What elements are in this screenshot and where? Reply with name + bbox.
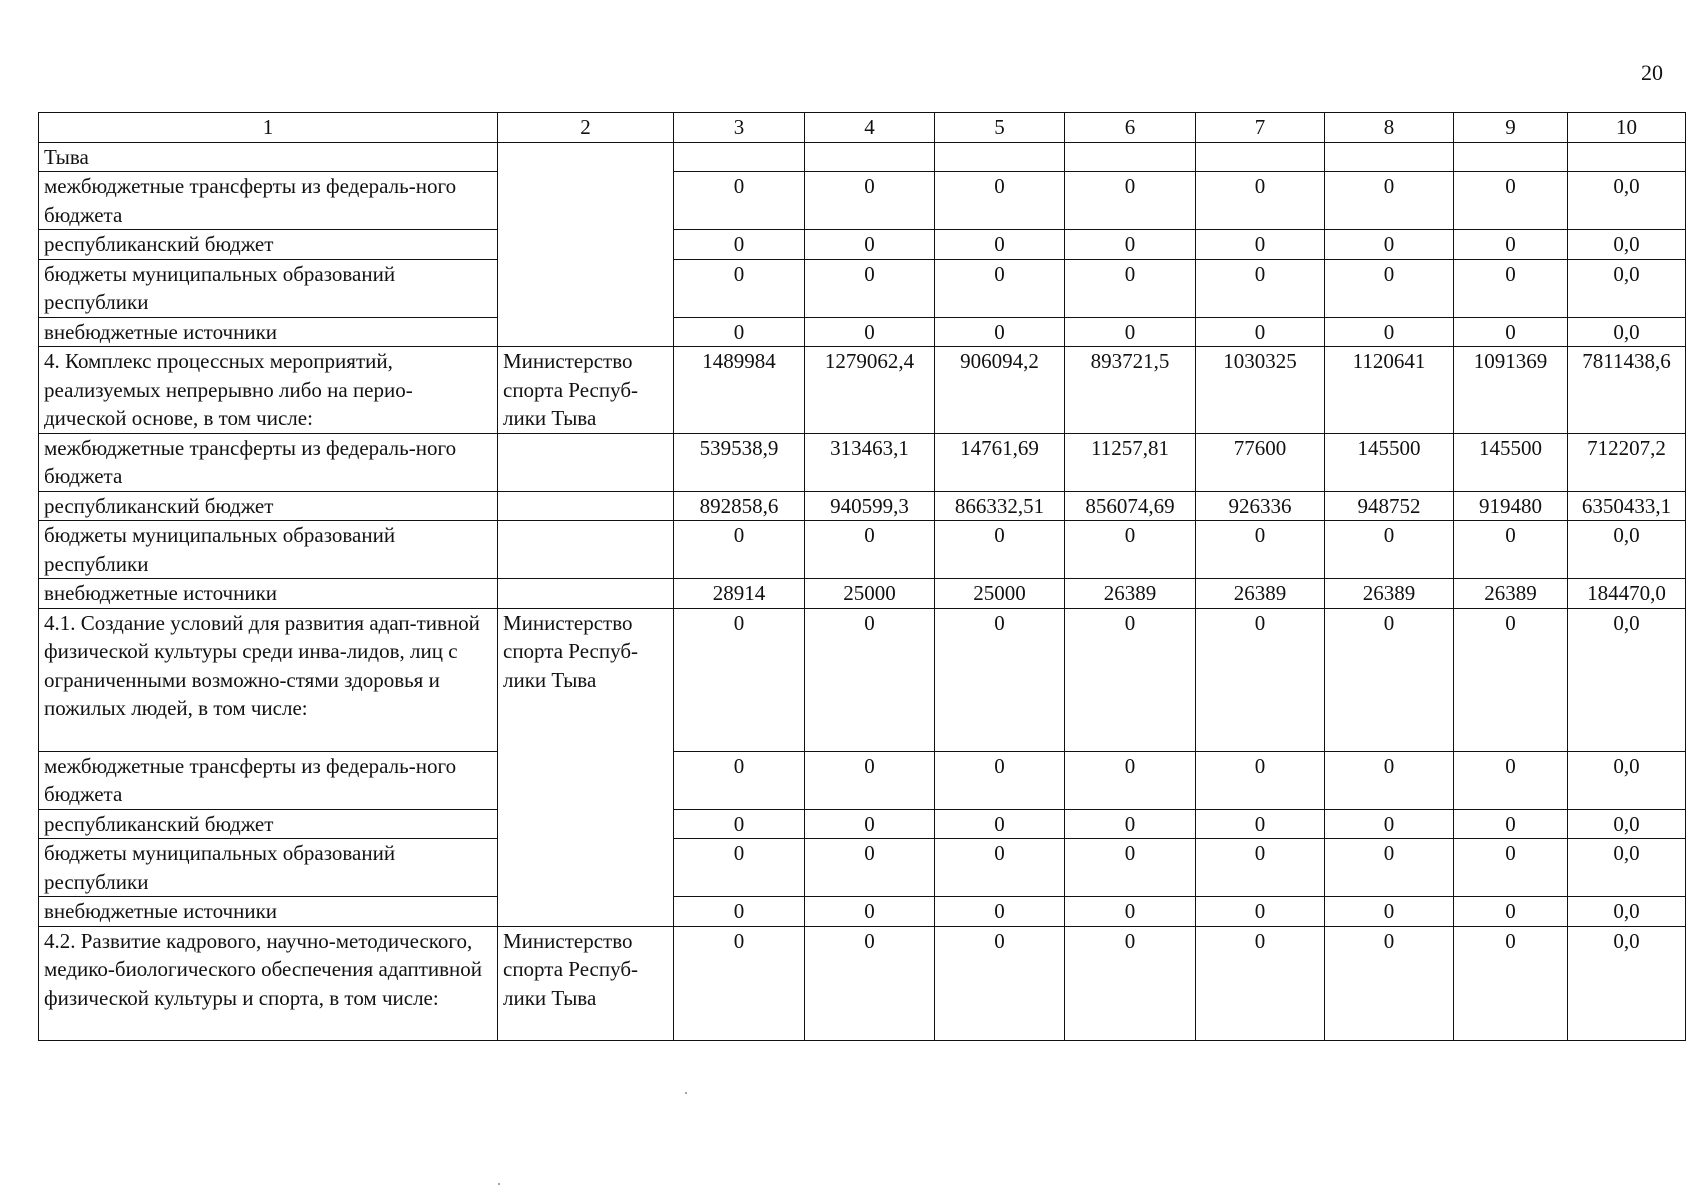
row-label: бюджеты муниципальных образований республики xyxy=(39,839,498,897)
value-cell: 145500 xyxy=(1325,433,1454,491)
value-cell: 0 xyxy=(1325,809,1454,839)
value-cell: 26389 xyxy=(1454,579,1568,609)
value-cell: 0 xyxy=(1065,172,1196,230)
value-cell: 0 xyxy=(674,809,805,839)
row-label: 4.2. Развитие кадрового, научно-методического, медико-биологического обеспечения адаптивной физической культуры и спорта, в том числе: xyxy=(39,926,498,1040)
value-cell: 0 xyxy=(1196,608,1325,751)
value-cell: 184470,0 xyxy=(1568,579,1686,609)
value-cell: 948752 xyxy=(1325,491,1454,521)
value-cell: 0 xyxy=(1065,751,1196,809)
value-cell xyxy=(1065,142,1196,172)
value-cell: 0 xyxy=(1065,897,1196,927)
value-cell: 0 xyxy=(1454,521,1568,579)
row-label: республиканский бюджет xyxy=(39,491,498,521)
responsible-cell xyxy=(498,579,674,609)
value-cell: 0 xyxy=(935,809,1065,839)
value-cell: 0 xyxy=(805,317,935,347)
value-cell xyxy=(1568,142,1686,172)
value-cell: 0 xyxy=(1196,259,1325,317)
value-cell: 0 xyxy=(1325,926,1454,1040)
value-cell: 11257,81 xyxy=(1065,433,1196,491)
value-cell: 0 xyxy=(1196,897,1325,927)
responsible-cell: Министерство спорта Респуб-лики Тыва xyxy=(498,347,674,434)
value-cell: 0 xyxy=(1454,172,1568,230)
value-cell: 0 xyxy=(1325,230,1454,260)
table-row xyxy=(39,751,1686,809)
column-header: 6 xyxy=(1065,113,1196,143)
row-label: Тыва xyxy=(39,142,498,172)
column-header: 1 xyxy=(39,113,498,143)
value-cell: 0 xyxy=(1325,521,1454,579)
value-cell: 0 xyxy=(674,926,805,1040)
value-cell: 0 xyxy=(1065,317,1196,347)
value-cell: 0 xyxy=(674,259,805,317)
value-cell: 0,0 xyxy=(1568,809,1686,839)
value-cell: 313463,1 xyxy=(805,433,935,491)
table-row xyxy=(39,897,1686,927)
value-cell: 0 xyxy=(1196,926,1325,1040)
value-cell: 0 xyxy=(1065,809,1196,839)
table-row xyxy=(39,433,1686,491)
row-label: бюджеты муниципальных образований республики xyxy=(39,259,498,317)
value-cell xyxy=(1454,142,1568,172)
responsible-cell xyxy=(498,491,674,521)
row-label: межбюджетные трансферты из федераль-ного бюджета xyxy=(39,751,498,809)
value-cell: 0 xyxy=(805,926,935,1040)
table-row xyxy=(39,521,1686,579)
budget-table xyxy=(38,112,1686,1041)
table-row xyxy=(39,491,1686,521)
value-cell: 0 xyxy=(935,230,1065,260)
column-header: 2 xyxy=(498,113,674,143)
column-header: 8 xyxy=(1325,113,1454,143)
value-cell: 856074,69 xyxy=(1065,491,1196,521)
value-cell: 0 xyxy=(1065,839,1196,897)
value-cell: 0,0 xyxy=(1568,230,1686,260)
value-cell: 0 xyxy=(1196,521,1325,579)
value-cell: 0 xyxy=(1196,317,1325,347)
value-cell: 26389 xyxy=(1196,579,1325,609)
value-cell: 893721,5 xyxy=(1065,347,1196,434)
value-cell: 0 xyxy=(935,521,1065,579)
value-cell: 0 xyxy=(1325,259,1454,317)
column-header: 3 xyxy=(674,113,805,143)
column-header: 4 xyxy=(805,113,935,143)
value-cell: 0 xyxy=(1454,839,1568,897)
table-row xyxy=(39,839,1686,897)
value-cell: 0 xyxy=(1454,897,1568,927)
value-cell: 1091369 xyxy=(1454,347,1568,434)
value-cell: 0 xyxy=(1325,839,1454,897)
value-cell: 0 xyxy=(674,230,805,260)
row-label: 4. Комплекс процессных мероприятий, реализуемых непрерывно либо на перио-дической основе, в том числе: xyxy=(39,347,498,434)
value-cell: 0,0 xyxy=(1568,926,1686,1040)
value-cell: 25000 xyxy=(805,579,935,609)
value-cell: 0 xyxy=(1065,926,1196,1040)
page-number: 20 xyxy=(1641,60,1663,85)
responsible-cell: Министерство спорта Респуб-лики Тыва xyxy=(498,608,674,926)
value-cell: 0,0 xyxy=(1568,608,1686,751)
value-cell: 0 xyxy=(1065,521,1196,579)
value-cell: 0 xyxy=(1454,317,1568,347)
value-cell: 0 xyxy=(1196,839,1325,897)
value-cell: 0,0 xyxy=(1568,172,1686,230)
row-label: бюджеты муниципальных образований республики xyxy=(39,521,498,579)
value-cell: 0 xyxy=(674,751,805,809)
value-cell xyxy=(1325,142,1454,172)
value-cell xyxy=(1196,142,1325,172)
value-cell: 0 xyxy=(1065,259,1196,317)
table-header-row xyxy=(39,113,1686,143)
value-cell: 0 xyxy=(1325,317,1454,347)
value-cell: 6350433,1 xyxy=(1568,491,1686,521)
value-cell: 14761,69 xyxy=(935,433,1065,491)
value-cell: 0 xyxy=(1325,608,1454,751)
value-cell: 26389 xyxy=(1065,579,1196,609)
table-row xyxy=(39,809,1686,839)
value-cell: 0 xyxy=(1325,172,1454,230)
value-cell: 145500 xyxy=(1454,433,1568,491)
responsible-cell: Министерство спорта Респуб-лики Тыва xyxy=(498,926,674,1040)
value-cell: 712207,2 xyxy=(1568,433,1686,491)
row-label: 4.1. Создание условий для развития адап-тивной физической культуры среди инва-лидов, лиц с ограниченными возможно-стями здоровья и пожилых людей, в том числе: xyxy=(39,608,498,751)
value-cell: 0 xyxy=(1196,230,1325,260)
value-cell: 0 xyxy=(1454,259,1568,317)
value-cell: 0 xyxy=(805,751,935,809)
value-cell: 0 xyxy=(1454,809,1568,839)
value-cell: 906094,2 xyxy=(935,347,1065,434)
value-cell: 0 xyxy=(674,172,805,230)
value-cell: 0 xyxy=(674,608,805,751)
value-cell: 0 xyxy=(805,839,935,897)
value-cell: 0 xyxy=(674,897,805,927)
table-row xyxy=(39,926,1686,1040)
row-label: межбюджетные трансферты из федераль-ного бюджета xyxy=(39,433,498,491)
responsible-cell xyxy=(498,521,674,579)
value-cell: 0 xyxy=(935,751,1065,809)
value-cell: 0 xyxy=(805,897,935,927)
value-cell: 0,0 xyxy=(1568,317,1686,347)
responsible-cell xyxy=(498,433,674,491)
scan-speck xyxy=(685,1092,687,1094)
value-cell: 1279062,4 xyxy=(805,347,935,434)
table-row xyxy=(39,317,1686,347)
value-cell: 0 xyxy=(1325,897,1454,927)
value-cell: 0 xyxy=(805,259,935,317)
value-cell: 77600 xyxy=(1196,433,1325,491)
column-header: 7 xyxy=(1196,113,1325,143)
value-cell: 0 xyxy=(935,172,1065,230)
value-cell: 0 xyxy=(1454,230,1568,260)
value-cell: 0,0 xyxy=(1568,897,1686,927)
value-cell: 0 xyxy=(674,839,805,897)
value-cell: 0 xyxy=(805,172,935,230)
table-row xyxy=(39,579,1686,609)
value-cell: 0 xyxy=(805,521,935,579)
value-cell xyxy=(674,142,805,172)
value-cell: 7811438,6 xyxy=(1568,347,1686,434)
value-cell: 0 xyxy=(935,926,1065,1040)
value-cell: 0 xyxy=(935,317,1065,347)
value-cell: 0,0 xyxy=(1568,259,1686,317)
value-cell: 0,0 xyxy=(1568,751,1686,809)
value-cell: 1120641 xyxy=(1325,347,1454,434)
table-row xyxy=(39,259,1686,317)
value-cell: 539538,9 xyxy=(674,433,805,491)
value-cell: 0 xyxy=(1454,751,1568,809)
value-cell xyxy=(935,142,1065,172)
table-row xyxy=(39,142,1686,172)
value-cell: 25000 xyxy=(935,579,1065,609)
value-cell: 0 xyxy=(935,259,1065,317)
value-cell: 926336 xyxy=(1196,491,1325,521)
row-label: внебюджетные источники xyxy=(39,897,498,927)
value-cell: 0 xyxy=(674,317,805,347)
row-label: внебюджетные источники xyxy=(39,317,498,347)
column-header: 10 xyxy=(1568,113,1686,143)
row-label: межбюджетные трансферты из федераль-ного бюджета xyxy=(39,172,498,230)
value-cell: 0 xyxy=(805,608,935,751)
row-label: республиканский бюджет xyxy=(39,809,498,839)
value-cell: 0 xyxy=(1325,751,1454,809)
table-row xyxy=(39,230,1686,260)
value-cell: 1030325 xyxy=(1196,347,1325,434)
value-cell: 892858,6 xyxy=(674,491,805,521)
value-cell: 0,0 xyxy=(1568,839,1686,897)
value-cell: 940599,3 xyxy=(805,491,935,521)
value-cell: 0 xyxy=(1065,230,1196,260)
value-cell: 0 xyxy=(935,608,1065,751)
table-row xyxy=(39,347,1686,434)
value-cell: 0 xyxy=(1454,608,1568,751)
table-row xyxy=(39,172,1686,230)
value-cell: 0 xyxy=(1196,751,1325,809)
value-cell: 0 xyxy=(1454,926,1568,1040)
responsible-cell xyxy=(498,142,674,347)
value-cell: 28914 xyxy=(674,579,805,609)
column-header: 5 xyxy=(935,113,1065,143)
column-header: 9 xyxy=(1454,113,1568,143)
value-cell: 866332,51 xyxy=(935,491,1065,521)
value-cell: 919480 xyxy=(1454,491,1568,521)
value-cell: 0 xyxy=(1065,608,1196,751)
value-cell: 0 xyxy=(805,809,935,839)
value-cell: 0 xyxy=(674,521,805,579)
row-label: внебюджетные источники xyxy=(39,579,498,609)
value-cell: 0 xyxy=(935,839,1065,897)
value-cell: 1489984 xyxy=(674,347,805,434)
row-label: республиканский бюджет xyxy=(39,230,498,260)
scan-speck xyxy=(498,1183,500,1185)
value-cell xyxy=(805,142,935,172)
value-cell: 0 xyxy=(805,230,935,260)
value-cell: 0 xyxy=(1196,172,1325,230)
value-cell: 0 xyxy=(1196,809,1325,839)
table-row xyxy=(39,608,1686,751)
value-cell: 0 xyxy=(935,897,1065,927)
value-cell: 26389 xyxy=(1325,579,1454,609)
value-cell: 0,0 xyxy=(1568,521,1686,579)
